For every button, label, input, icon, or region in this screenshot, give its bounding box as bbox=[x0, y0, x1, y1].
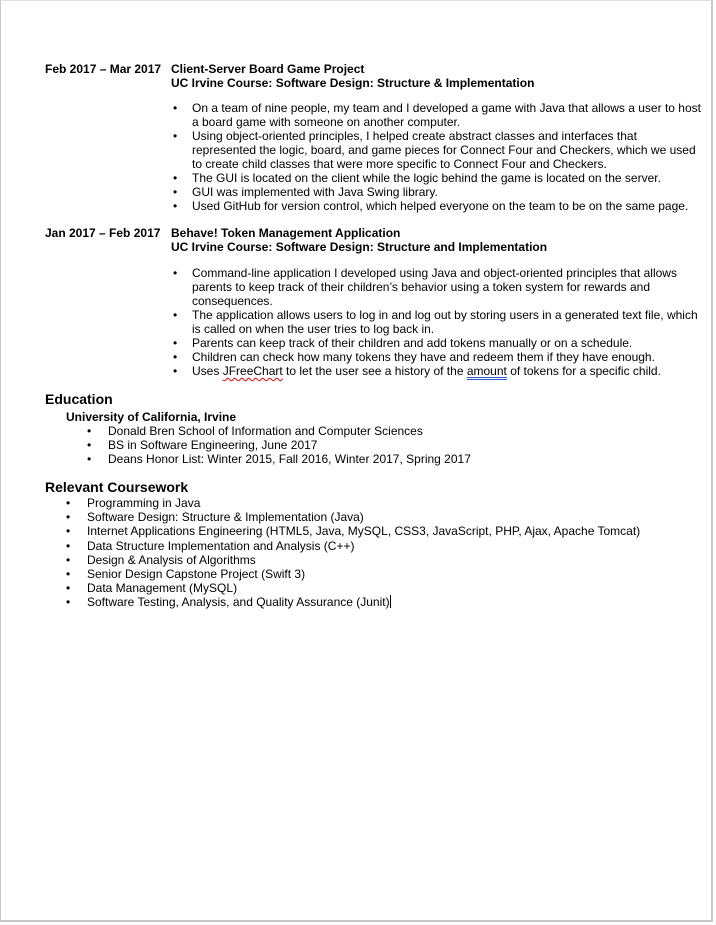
bullet-item: • Command-line application I developed using Java and object-oriented principles that allows parents to keep track of their children’s behavior using a token system for rewards and consequences. bbox=[173, 266, 677, 308]
education-list bbox=[87, 424, 471, 467]
bullet-icon: • bbox=[173, 129, 178, 143]
project-bullets bbox=[173, 266, 702, 378]
project-course: UC Irvine Course: Software Design: Structure and Implementation bbox=[171, 240, 548, 254]
bullet-item: • Uses JFreeChart to let the user see a history of the amount of tokens for a specific child. bbox=[173, 364, 661, 378]
coursework-item: • Software Testing, Analysis, and Quality Assurance (Junit) bbox=[66, 595, 390, 610]
education-heading: Education bbox=[45, 391, 113, 407]
bullet-item: • GUI was implemented with Java Swing library. bbox=[173, 185, 438, 199]
bullet-item: • On a team of nine people, my team and I developed a game with Java that allows a user to host a board game with someone on another computer. bbox=[173, 101, 701, 129]
bullet-item: • The GUI is located on the client while the logic behind the game is located on the server. bbox=[173, 171, 661, 185]
bullet-icon: • bbox=[66, 524, 71, 539]
coursework-list bbox=[66, 496, 640, 610]
school-name: University of California, Irvine bbox=[66, 410, 237, 424]
bullet-icon: • bbox=[173, 101, 178, 115]
bullet-item: • Used GitHub for version control, which helped everyone on the team to be on the same page. bbox=[173, 199, 689, 213]
bullet-icon: • bbox=[173, 266, 178, 280]
coursework-item: • Design & Analysis of Algorithms bbox=[66, 552, 256, 567]
bullet-icon: • bbox=[87, 438, 92, 453]
bullet-icon: • bbox=[173, 185, 178, 199]
coursework-heading: Relevant Coursework bbox=[45, 479, 189, 495]
text-cursor bbox=[390, 595, 391, 608]
bullet-icon: • bbox=[173, 199, 178, 213]
education-item: • BS in Software Engineering, June 2017 bbox=[87, 438, 318, 453]
bullet-item: • Using object-oriented principles, I helped create abstract classes and interfaces that represented the logic, board, and game pieces for Connect Four and Checkers, which we used to create child classes that were more specific to Connect Four and Checkers. bbox=[173, 129, 696, 171]
education-item: • Donald Bren School of Information and Computer Sciences bbox=[87, 424, 423, 438]
bullet-icon: • bbox=[66, 510, 71, 525]
bullet-icon: • bbox=[87, 452, 92, 467]
project-bullets bbox=[173, 101, 702, 213]
bullet-icon: • bbox=[66, 496, 71, 510]
project-title: Behave! Token Management Application bbox=[171, 226, 401, 240]
bullet-icon: • bbox=[66, 581, 71, 596]
coursework-item: • Data Structure Implementation and Analysis (C++) bbox=[66, 538, 355, 553]
grammar-flag-word[interactable]: amount bbox=[466, 364, 507, 378]
bullet-icon: • bbox=[173, 171, 178, 185]
project-date: Feb 2017 – Mar 2017 bbox=[45, 62, 162, 76]
bullet-item: • Parents can keep track of their children and add tokens manually or on a schedule. bbox=[173, 336, 633, 350]
bullet-icon: • bbox=[173, 364, 178, 378]
coursework-item: • Senior Design Capstone Project (Swift 3) bbox=[66, 567, 306, 582]
bullet-item: • Children can check how many tokens they have and redeem them if they have enough. bbox=[173, 350, 655, 364]
bullet-icon: • bbox=[66, 538, 71, 553]
bullet-icon: • bbox=[66, 595, 71, 610]
bullet-icon: • bbox=[66, 567, 71, 582]
project-course: UC Irvine Course: Software Design: Structure & Implementation bbox=[171, 76, 535, 90]
project-header bbox=[171, 62, 534, 90]
project-title: Client-Server Board Game Project bbox=[171, 62, 365, 76]
bullet-icon: • bbox=[87, 424, 92, 438]
coursework-item: • Programming in Java bbox=[66, 496, 201, 510]
bullet-icon: • bbox=[66, 552, 71, 567]
coursework-item: • Software Design: Structure & Implementation (Java) bbox=[66, 510, 364, 525]
bullet-icon: • bbox=[173, 308, 178, 322]
bullet-icon: • bbox=[173, 350, 178, 364]
coursework-item: • Data Management (MySQL) bbox=[66, 581, 238, 596]
spelling-error-word[interactable]: JFreeChart bbox=[222, 364, 283, 378]
project-date: Jan 2017 – Feb 2017 bbox=[45, 226, 161, 240]
bullet-icon: • bbox=[173, 336, 178, 350]
bullet-item: • The application allows users to log in and log out by storing users in a generated text file, which is called on when the user tries to log back in. bbox=[173, 308, 698, 336]
education-item: • Deans Honor List: Winter 2015, Fall 2016, Winter 2017, Spring 2017 bbox=[87, 452, 471, 467]
coursework-item: • Internet Applications Engineering (HTML5, Java, MySQL, CSS3, JavaScript, PHP, Ajax, Apache Tomcat) bbox=[66, 524, 641, 539]
project-header bbox=[171, 226, 547, 254]
